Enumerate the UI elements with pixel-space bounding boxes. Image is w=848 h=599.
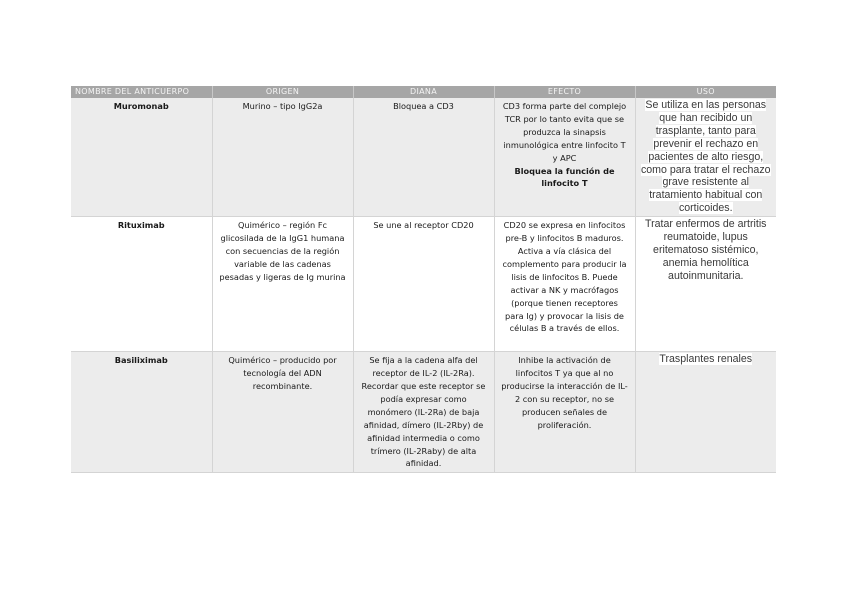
- cell-efecto: [494, 98, 635, 217]
- header-origen: ORIGEN: [212, 86, 353, 98]
- table-row: [71, 352, 776, 473]
- header-nombre: NOMBRE DEL ANTICUERPO: [71, 86, 212, 98]
- antibody-name: Rituximab: [117, 220, 165, 231]
- antibody-name: Basiliximab: [114, 355, 168, 366]
- efecto-text: CD20 se expresa en linfocitos pre-B y linfocitos B maduros. Activa a vía clásica del complemento para producir la lisis de linfocitos B. Puede activar a NK y macrófagos (porque tienen receptores para Ig) y provocar la lisis de células B a través de ellos.: [502, 220, 627, 334]
- cell-nombre: [71, 352, 212, 473]
- efecto-text: CD3 forma parte del complejo TCR por lo tanto evita que se produzca la sinapsis inmunológica entre linfocito T y APC: [502, 101, 627, 163]
- cell-diana: Bloquea a CD3: [353, 98, 494, 217]
- table-header-row: [71, 86, 776, 98]
- efecto-text: Inhibe la activación de linfocitos T ya que al no producirse la interacción de IL-2 con su receptor, no se producen señales de proliferación.: [501, 355, 628, 430]
- uso-text: Tratar enfermos de artritis reumatoide, lupus eritematoso sistémico, anemia hemolítica autoinmunitaria.: [645, 218, 767, 282]
- cell-diana: Se une al receptor CD20: [353, 217, 494, 352]
- table-row: [71, 98, 776, 217]
- cell-origen: Quimérico – región Fc glicosilada de la IgG1 humana con secuencias de la región variable de las cadenas pesadas y ligeras de Ig murina: [212, 217, 353, 352]
- table-row: [71, 217, 776, 352]
- header-diana: DIANA: [353, 86, 494, 98]
- cell-uso: [635, 98, 776, 217]
- uso-text: Se utiliza en las personas que han recibido un trasplante, tanto para prevenir el rechazo en pacientes de alto riesgo, como para tratar el rechazo grave resistente al tratamiento habitual con corticoides.: [640, 99, 771, 215]
- cell-efecto: [494, 217, 635, 352]
- cell-origen: Murino – tipo IgG2a: [212, 98, 353, 217]
- cell-origen: Quimérico – producido por tecnología del ADN recombinante.: [212, 352, 353, 473]
- antibody-name: Muromonab: [113, 101, 169, 111]
- cell-uso: [635, 217, 776, 352]
- header-uso: USO: [635, 86, 776, 98]
- cell-uso: [635, 352, 776, 473]
- efecto-bold-text: Bloquea la función de linfocito T: [514, 165, 615, 189]
- uso-text: Trasplantes renales: [659, 353, 753, 366]
- cell-nombre: [71, 217, 212, 352]
- cell-nombre: [71, 98, 212, 217]
- cell-diana: Se fija a la cadena alfa del receptor de IL-2 (IL-2Ra). Recordar que este receptor se podía expresar como monómero (IL-2Ra) de baja afinidad, dímero (IL-2Rby) de afinidad intermedia o como trímero (IL-2Raby) de alta afinidad.: [353, 352, 494, 473]
- header-efecto: EFECTO: [494, 86, 635, 98]
- antibody-table: [71, 86, 776, 473]
- cell-efecto: [494, 352, 635, 473]
